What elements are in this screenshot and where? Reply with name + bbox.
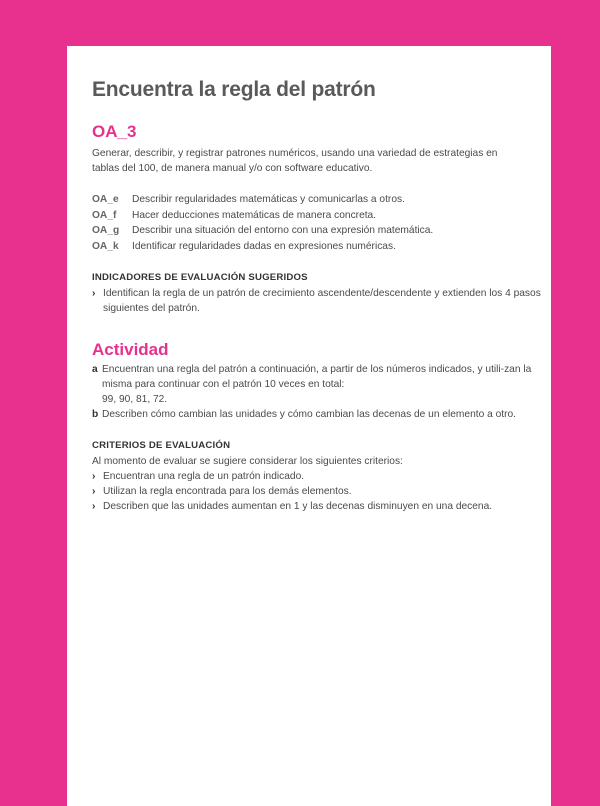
chevron-right-icon: › bbox=[92, 471, 96, 482]
chevron-right-icon: › bbox=[92, 501, 96, 512]
criteria-heading: CRITERIOS DE EVALUACIÓN bbox=[92, 440, 231, 451]
chevron-right-icon: › bbox=[92, 486, 96, 497]
criteria-intro: Al momento de evaluar se sugiere considerar los siguientes criterios: bbox=[92, 456, 403, 467]
skill-item bbox=[92, 208, 551, 224]
criteria-text: Utilizan la regla encontrada para los demás elementos. bbox=[103, 486, 352, 497]
activity-numbers: 99, 90, 81, 72. bbox=[102, 394, 168, 405]
activity-heading: Actividad bbox=[92, 340, 169, 359]
skill-code: OA_f bbox=[92, 209, 117, 221]
criteria-item bbox=[92, 469, 551, 484]
activity-item bbox=[92, 362, 551, 392]
indicator-text: Identifican la regla de un patrón de crecimiento ascendente/descendente y extienden los 4 pasos siguientes del patrón. bbox=[103, 288, 541, 314]
criteria-item bbox=[92, 484, 551, 499]
objective-code: OA_3 bbox=[92, 122, 137, 141]
activity-letter: a bbox=[92, 364, 98, 375]
skill-code: OA_g bbox=[92, 225, 120, 236]
skill-code: OA_e bbox=[92, 194, 119, 205]
skill-code: OA_k bbox=[92, 240, 119, 252]
skill-text: Identificar regularidades dadas en expresiones numéricas. bbox=[132, 240, 396, 252]
chevron-right-icon: › bbox=[92, 288, 96, 299]
criteria-item bbox=[92, 499, 551, 514]
skill-item bbox=[92, 239, 551, 255]
skill-item bbox=[92, 223, 551, 239]
activity-text: Encuentran una regla del patrón a continuación, a partir de los números indicados, y utili-zan la misma para continuar con el patrón 10 veces en total: bbox=[102, 364, 532, 390]
skill-text: Describir regularidades matemáticas y comunicarlas a otros. bbox=[132, 194, 405, 205]
criteria-text: Describen que las unidades aumentan en 1 y las decenas disminuyen en una decena. bbox=[103, 501, 493, 512]
skill-text: Hacer deducciones matemáticas de manera concreta. bbox=[132, 209, 377, 221]
page-title: Encuentra la regla del patrón bbox=[92, 78, 376, 101]
indicators-heading: INDICADORES DE EVALUACIÓN SUGERIDOS bbox=[92, 272, 308, 283]
document-page bbox=[67, 46, 551, 806]
objective-description: Generar, describir, y registrar patrones numéricos, usando una variedad de estrategias en tablas del 100, de manera manual y/o con software educativo. bbox=[92, 148, 498, 174]
activity-text: Describen cómo cambian las unidades y cómo cambian las decenas de un elemento a otro. bbox=[102, 409, 516, 420]
skill-text: Describir una situación del entorno con una expresión matemática. bbox=[132, 225, 434, 236]
activity-item bbox=[92, 407, 551, 422]
criteria-text: Encuentran una regla de un patrón indicado. bbox=[103, 471, 305, 482]
activity-letter: b bbox=[92, 409, 99, 420]
indicator-item bbox=[92, 286, 551, 316]
skill-item bbox=[92, 192, 551, 208]
skills-list bbox=[92, 192, 551, 254]
